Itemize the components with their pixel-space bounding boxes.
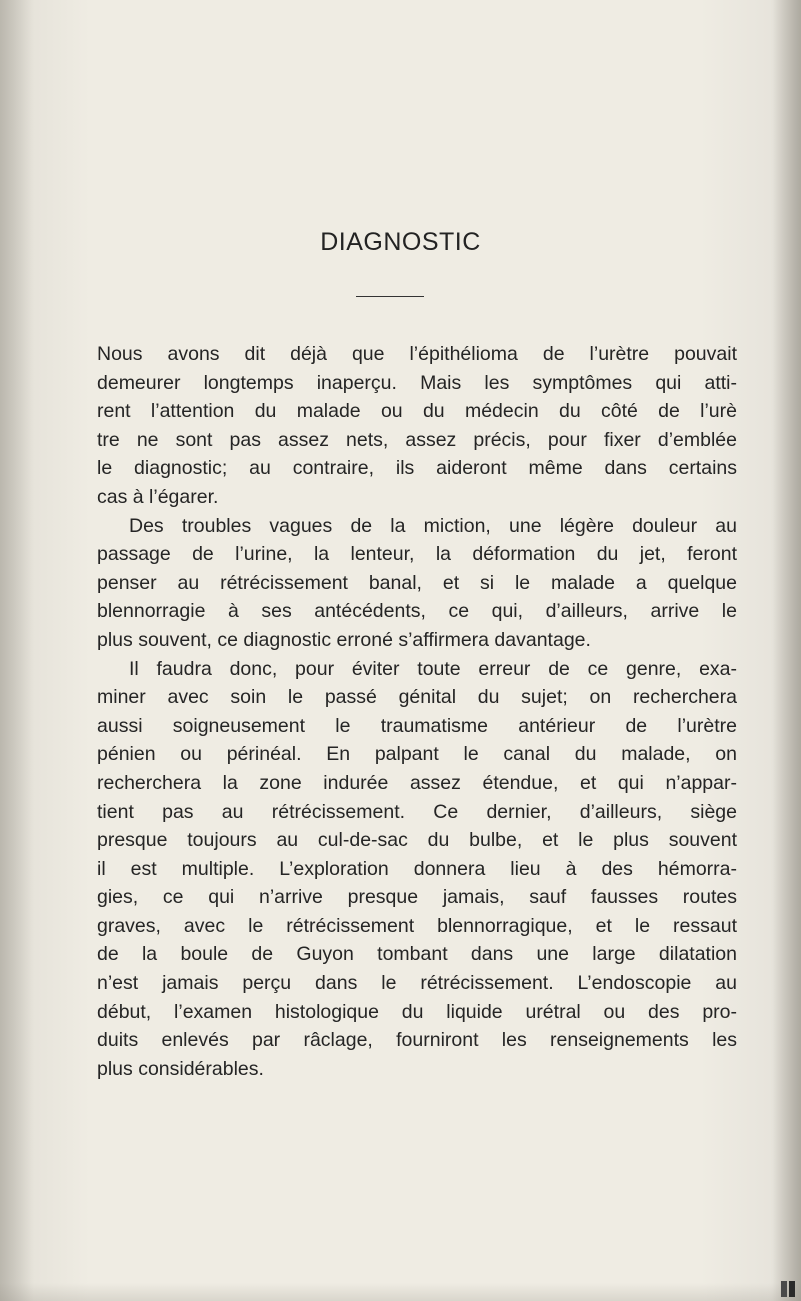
text-line: demeurer longtemps inaperçu. Mais les symptômes qui atti-	[97, 371, 737, 394]
text-line: rent l’attention du malade ou du médecin du côté de l’urè	[97, 400, 737, 423]
text-line: tre ne sont pas assez nets, assez précis, pour fixer d’emblée	[97, 428, 737, 451]
text-line: Il faudra donc, pour éviter toute erreur de ce genre, exa-	[129, 657, 737, 680]
text-line: blennorragie à ses antécédents, ce qui, d’ailleurs, arrive le	[97, 600, 737, 623]
text-line: n’est jamais perçu dans le rétrécissement. L’endoscopie au	[97, 972, 737, 995]
page-edge-shadow	[773, 0, 801, 1301]
binding-shadow	[0, 0, 34, 1301]
text-line: aussi soigneusement le traumatisme antérieur de l’urètre	[97, 714, 737, 737]
text-line: il est multiple. L’exploration donnera lieu à des hémorra-	[97, 857, 737, 880]
text-line: de la boule de Guyon tombant dans une large dilatation	[97, 943, 737, 966]
text-line: gies, ce qui n’arrive presque jamais, sauf fausses routes	[97, 886, 737, 909]
text-line: Des troubles vagues de la miction, une légère douleur au	[129, 514, 737, 537]
text-line: plus considérables.	[97, 1057, 264, 1080]
bottom-edge	[0, 1283, 801, 1301]
text-line: le diagnostic; au contraire, ils aideront même dans certains	[97, 457, 737, 480]
text-line: pénien ou périnéal. En palpant le canal du malade, on	[97, 743, 737, 766]
text-line: penser au rétrécissement banal, et si le malade a quelque	[97, 571, 737, 594]
text-line: cas à l’égarer.	[97, 485, 219, 508]
text-line: graves, avec le rétrécissement blennorragique, et le ressaut	[97, 914, 737, 937]
section-heading: DIAGNOSTIC	[320, 228, 481, 256]
text-line: presque toujours au cul-de-sac du bulbe, et le plus souvent	[97, 829, 737, 852]
heading-rule	[356, 296, 424, 297]
body-text	[97, 340, 737, 1083]
text-line: plus souvent, ce diagnostic erroné s’affirmera davantage.	[97, 628, 591, 651]
text-line: miner avec soin le passé génital du sujet; on recherchera	[97, 686, 737, 709]
text-line: Nous avons dit déjà que l’épithélioma de l’urètre pouvait	[97, 343, 737, 365]
edge-mark	[789, 1281, 795, 1297]
text-line: duits enlevés par râclage, fourniront les renseignements les	[97, 1029, 737, 1052]
text-line: passage de l’urine, la lenteur, la déformation du jet, feront	[97, 543, 737, 566]
text-line: recherchera la zone indurée assez étendue, et qui n’appar-	[97, 771, 737, 794]
text-line: début, l’examen histologique du liquide urétral ou des pro-	[97, 1000, 737, 1023]
text-line: tient pas au rétrécissement. Ce dernier, d’ailleurs, siège	[97, 800, 737, 823]
